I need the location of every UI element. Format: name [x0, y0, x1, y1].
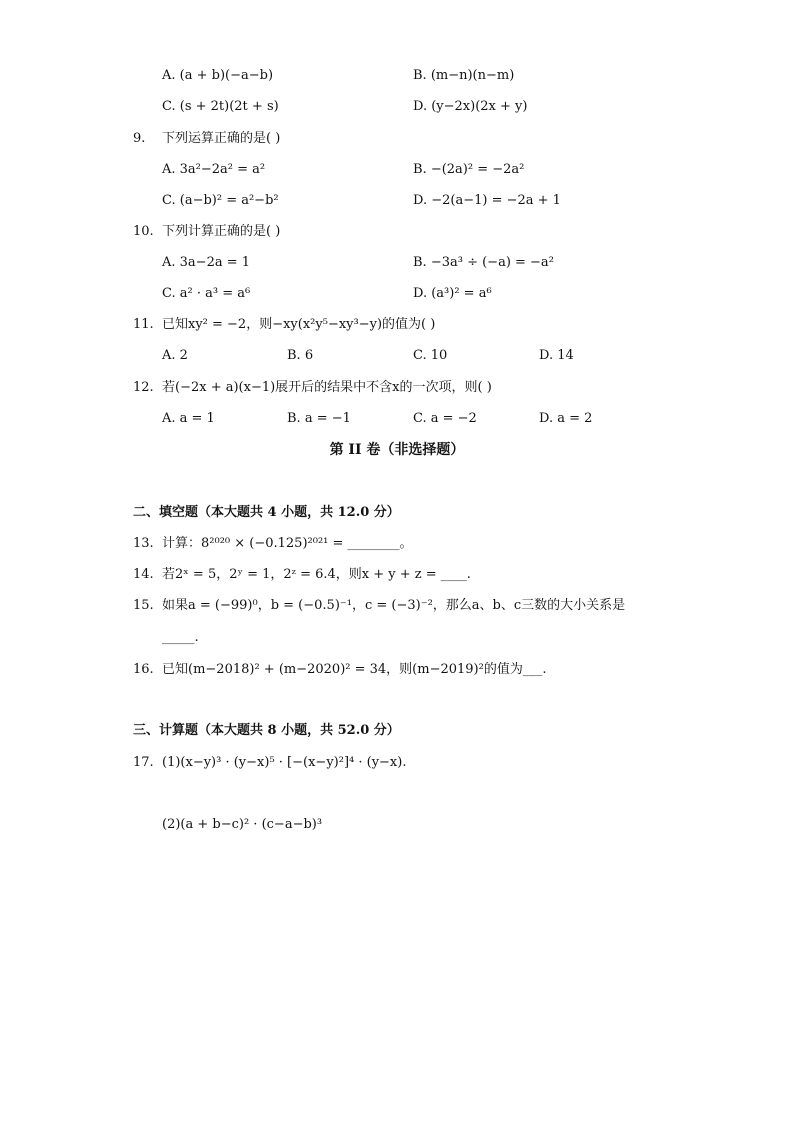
q12-option-b: B. a = −1: [287, 411, 351, 426]
q10-option-c: C. a² · a³ = a⁶: [162, 286, 251, 301]
q9-option-c: C. (a−b)² = a²−b²: [162, 193, 279, 208]
q12-number: 12.: [133, 380, 154, 395]
q15-number: 15.: [133, 598, 154, 613]
q10-option-b: B. −3a³ ÷ (−a) = −a²: [413, 255, 554, 270]
q11-option-b: B. 6: [287, 348, 314, 363]
q11-option-d: D. 14: [539, 348, 574, 363]
q8-option-a: A. (a + b)(−a−b): [162, 68, 274, 83]
q10-option-a: A. 3a−2a = 1: [162, 255, 251, 270]
q13-text: 计算：8²⁰²⁰ × (−0.125)²⁰²¹ = ________。: [162, 536, 413, 551]
q11-option-a: A. 2: [162, 348, 188, 363]
q12-option-d: D. a = 2: [539, 411, 593, 426]
q10-option-d: D. (a³)² = a⁶: [413, 286, 492, 301]
q11-option-c: C. 10: [413, 348, 448, 363]
q12-option-c: C. a = −2: [413, 411, 477, 426]
q15-text: 如果a = (−99)⁰，b = (−0.5)⁻¹，c = (−3)⁻²，那么a、b、c三数的大小关系是: [162, 598, 626, 613]
q9-option-d: D. −2(a−1) = −2a + 1: [413, 193, 561, 208]
q9-number: 9.: [133, 131, 146, 146]
q16-number: 16.: [133, 662, 154, 677]
q10-stem: 下列计算正确的是( ): [162, 224, 281, 239]
q11-number: 11.: [133, 317, 154, 332]
q9-stem: 下列运算正确的是( ): [162, 131, 281, 146]
q17-number: 17.: [133, 755, 154, 770]
q12-stem: 若(−2x + a)(x−1)展开后的结果中不含x的一次项，则( ): [162, 380, 492, 395]
section-fill-in-title: 二、填空题（本大题共 4 小题，共 12.0 分）: [133, 505, 400, 520]
q11-stem: 已知xy² = −2，则−xy(x²y⁵−xy³−y)的值为( ): [162, 317, 436, 332]
q8-option-c: C. (s + 2t)(2t + s): [162, 99, 279, 114]
q17-part2: (2)(a + b−c)² · (c−a−b)³: [162, 817, 323, 832]
q13-number: 13.: [133, 536, 154, 551]
q17-part1: (1)(x−y)³ · (y−x)⁵ · [−(x−y)²]⁴ · (y−x).: [162, 755, 407, 770]
q14-number: 14.: [133, 567, 154, 582]
q10-number: 10.: [133, 224, 154, 239]
q9-option-a: A. 3a²−2a² = a²: [162, 162, 266, 177]
q9-option-b: B. −(2a)² = −2a²: [413, 162, 525, 177]
q16-text: 已知(m−2018)² + (m−2020)² = 34，则(m−2019)²的值为___.: [162, 662, 547, 677]
q15-blank: _____.: [162, 630, 199, 645]
section-calculation-title: 三、计算题（本大题共 8 小题，共 52.0 分）: [133, 723, 400, 738]
q8-option-d: D. (y−2x)(2x + y): [413, 99, 528, 114]
part-two-title: 第 II 卷（非选择题）: [329, 442, 465, 458]
q12-option-a: A. a = 1: [162, 411, 215, 426]
q14-text: 若2ˣ = 5，2ʸ = 1，2ᶻ = 6.4，则x + y + z = ____.: [162, 567, 471, 582]
q8-option-b: B. (m−n)(n−m): [413, 68, 515, 83]
